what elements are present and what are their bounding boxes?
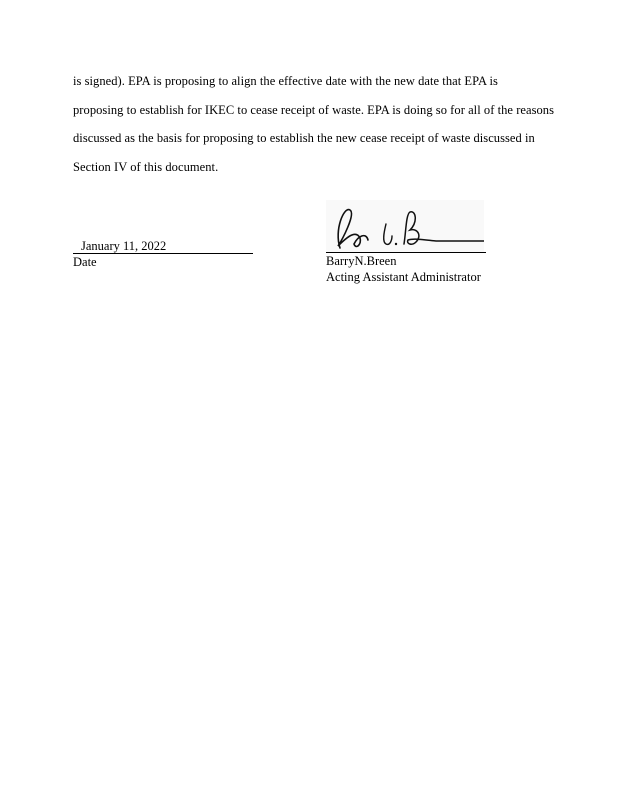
handwritten-signature bbox=[326, 200, 484, 252]
date-value: January 11, 2022 bbox=[73, 238, 253, 254]
paragraph-line: is signed). EPA is proposing to align the effective date with the new date that EPA is bbox=[73, 74, 498, 88]
paragraph-line: discussed as the basis for proposing to establish the new cease receipt of waste discussed in bbox=[73, 131, 535, 145]
body-paragraph bbox=[73, 67, 593, 181]
paragraph-line: Section IV of this document. bbox=[73, 159, 219, 174]
date-block bbox=[73, 238, 253, 271]
signature-block bbox=[326, 200, 496, 285]
date-label: Date bbox=[73, 255, 97, 269]
signer-title: Acting Assistant Administrator bbox=[326, 270, 481, 284]
signer-name: BarryN.Breen bbox=[326, 254, 397, 268]
paragraph-line: proposing to establish for IKEC to cease receipt of waste. EPA is doing so for all of the reasons bbox=[73, 102, 555, 117]
